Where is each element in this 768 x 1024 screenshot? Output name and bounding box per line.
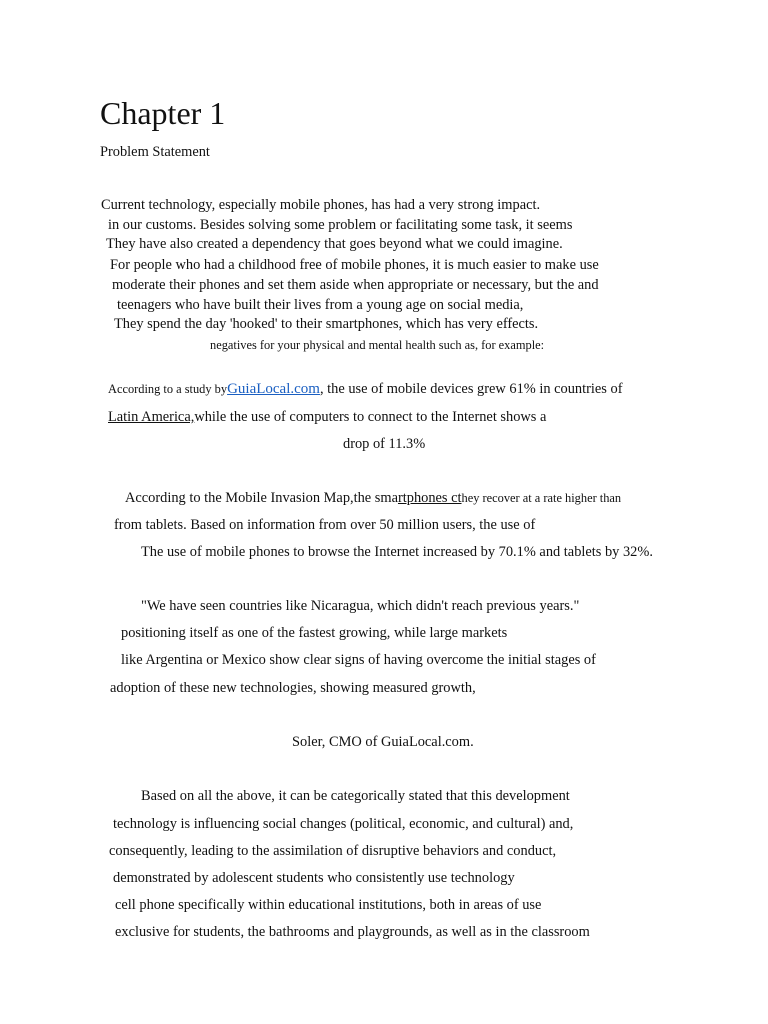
paragraph-4-line-2: positioning itself as one of the fastest growing, while large markets — [121, 625, 508, 641]
paragraph-1-line-6: teenagers who have built their lives from a young age on social media, — [117, 297, 524, 313]
quote-attribution: Soler, CMO of GuiaLocal.com. — [292, 734, 474, 750]
paragraph-5-line-5: cell phone specifically within educational institutions, both in areas of use — [115, 897, 542, 913]
paragraph-5-line-6: exclusive for students, the bathrooms and playgrounds, as well as in the classroom — [115, 924, 590, 940]
latin-america-underlined: Latin America, — [108, 409, 195, 425]
paragraph-3-line-1 — [125, 489, 621, 507]
paragraph-2-prefix: According to a study by — [108, 382, 228, 396]
chapter-title: Chapter 1 — [100, 95, 226, 131]
paragraph-1-line-3: They have also created a dependency that goes beyond what we could imagine. — [106, 236, 563, 252]
paragraph-2-line-1 — [108, 380, 623, 398]
paragraph-2-line-2-rest: while the use of computers to connect to the Internet shows a — [194, 409, 547, 425]
paragraph-1-line-2: in our customs. Besides solving some problem or facilitating some task, it seems — [108, 217, 573, 233]
section-subtitle: Problem Statement — [100, 144, 210, 160]
paragraph-3-underlined-fragment: rtphones ct — [397, 490, 462, 506]
paragraph-4-line-3: like Argentina or Mexico show clear signs of having overcome the initial stages of — [121, 652, 596, 668]
paragraph-3-line-1-start: According to the Mobile Invasion Map,the sma — [125, 490, 398, 506]
paragraph-2-suffix: , the use of mobile devices grew 61% in countries of — [319, 381, 623, 397]
guialocal-link[interactable]: GuiaLocal.com — [227, 381, 320, 397]
paragraph-2-line-2 — [108, 408, 546, 426]
paragraph-1-line-1: Current technology, especially mobile phones, has had a very strong impact. — [101, 197, 541, 213]
paragraph-3-line-2: from tablets. Based on information from over 50 million users, the use of — [114, 517, 536, 533]
paragraph-5-line-2: technology is influencing social changes (political, economic, and cultural) and, — [113, 816, 574, 832]
paragraph-4-line-1: "We have seen countries like Nicaragua, which didn't reach previous years." — [141, 598, 580, 614]
paragraph-1-line-7: They spend the day 'hooked' to their smartphones, which has very effects. — [114, 316, 539, 332]
paragraph-4-line-4: adoption of these new technologies, showing measured growth, — [110, 680, 476, 696]
paragraph-5-line-1: Based on all the above, it can be categorically stated that this development — [141, 788, 570, 804]
paragraph-5-line-3: consequently, leading to the assimilation of disruptive behaviors and conduct, — [109, 843, 557, 859]
paragraph-1-line-8: negatives for your physical and mental health such as, for example: — [210, 338, 545, 352]
paragraph-3-line-3: The use of mobile phones to browse the Internet increased by 70.1% and tablets by 32%. — [141, 544, 653, 560]
paragraph-1-line-5: moderate their phones and set them aside when appropriate or necessary, but the and — [112, 277, 599, 293]
paragraph-5-line-4: demonstrated by adolescent students who consistently use technology — [113, 870, 515, 886]
paragraph-3-line-1-end: hey recover at a rate higher than — [461, 491, 622, 505]
paragraph-2-line-3: drop of 11.3% — [343, 436, 426, 452]
paragraph-1-line-4: For people who had a childhood free of mobile phones, it is much easier to make use — [110, 257, 599, 273]
